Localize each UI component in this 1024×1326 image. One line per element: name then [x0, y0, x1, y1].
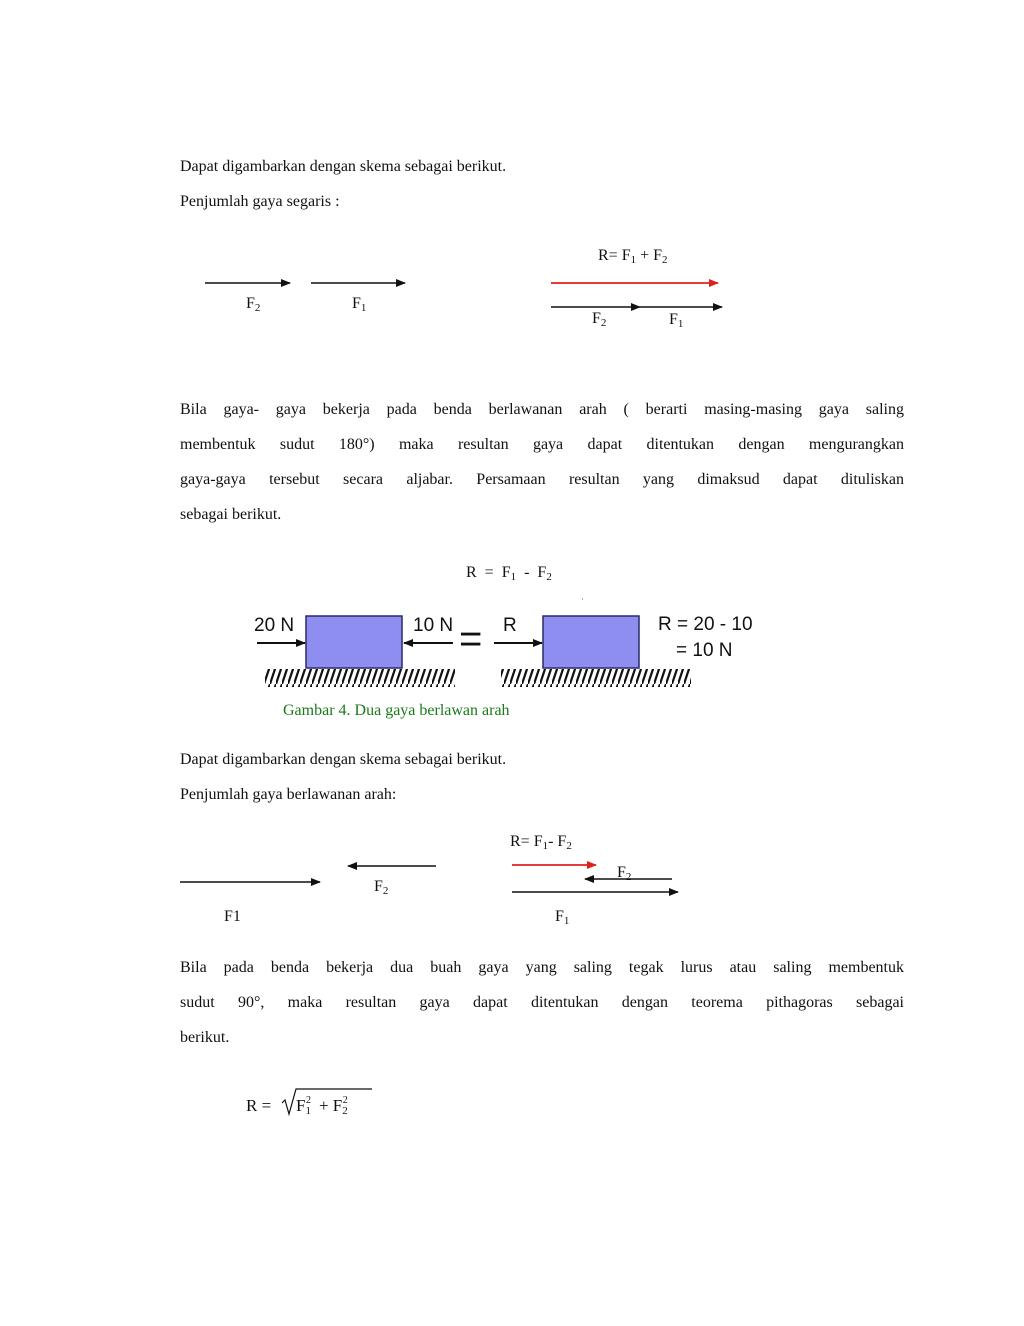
equation-difference: $R = F_1 - F_2$ [466, 564, 552, 583]
block-right [543, 616, 639, 668]
paragraph-1-line-4: sebagai berikut. [180, 506, 282, 523]
equation-pythagoras-lhs: R = [246, 1096, 272, 1115]
paragraph-1-line-3: gaya-gaya tersebut secara aljabar. Persamaan resultan yang dimaksud dapat dituliskan [180, 471, 904, 488]
ground-hatch-left [265, 669, 455, 687]
ground-hatch-right [501, 669, 691, 687]
label-f2-right: $F_2$ [592, 310, 607, 329]
result-calc-line-1: R = 20 - 10 [658, 614, 753, 635]
intro-text-1: Dapat digambarkan dengan skema sebagai berikut. [180, 158, 507, 175]
label-f2-left-2: $F_2$ [374, 878, 389, 897]
label-f1-right-2: $F_1$ [555, 908, 570, 927]
intro-text-2: Dapat digambarkan dengan skema sebagai berikut. [180, 751, 507, 768]
paragraph-perpendicular-forces [180, 950, 904, 1055]
label-f2-left: $F_2$ [246, 295, 261, 314]
paragraph-2-line-3: berikut. [180, 1029, 230, 1046]
paragraph-2-line-2: sudut 90°, maka resultan gaya dapat ditentukan dengan teorema pithagoras sebagai [180, 994, 904, 1011]
paragraph-2-line-1: Bila pada benda bekerja dua buah gaya yang saling tegak lurus atau saling membentuk [180, 959, 904, 976]
result-calc-line-2: = 10 N [676, 640, 733, 661]
resultant-diff-formula: $R= F_1-$ $F_2$ [510, 833, 572, 852]
label-20n: 20 N [254, 615, 295, 636]
resultant-sum-formula: $R= F_1 + F_2$ [598, 247, 668, 266]
label-f1-right: $F_1$ [669, 311, 684, 330]
paragraph-1-line-2: membentuk sudut 180°) maka resultan gaya dapat ditentukan dengan mengurangkan [180, 436, 904, 453]
label-f2-right-2: $F_2$ [617, 864, 632, 883]
subtitle-collinear: Penjumlah gaya segaris : [180, 193, 340, 210]
equals-sign: = [459, 617, 483, 661]
paragraph-opposite-forces [180, 392, 904, 532]
label-f1-left-2: F1 [224, 908, 241, 925]
label-f1-left: $F_1$ [352, 295, 367, 314]
block-left [306, 616, 402, 668]
subtitle-opposite: Penjumlah gaya berlawanan arah: [180, 786, 397, 803]
figure-caption: Gambar 4. Dua gaya berlawan arah [283, 702, 510, 719]
label-r-figure: R [503, 615, 517, 636]
equation-pythagoras-radicand: $F_1^2 + F_2^2$ [296, 1095, 348, 1117]
label-10n: 10 N [413, 615, 454, 636]
paragraph-1-line-1: Bila gaya- gaya bekerja pada benda berlawanan arah ( berarti masing-masing gaya saling [180, 401, 904, 418]
